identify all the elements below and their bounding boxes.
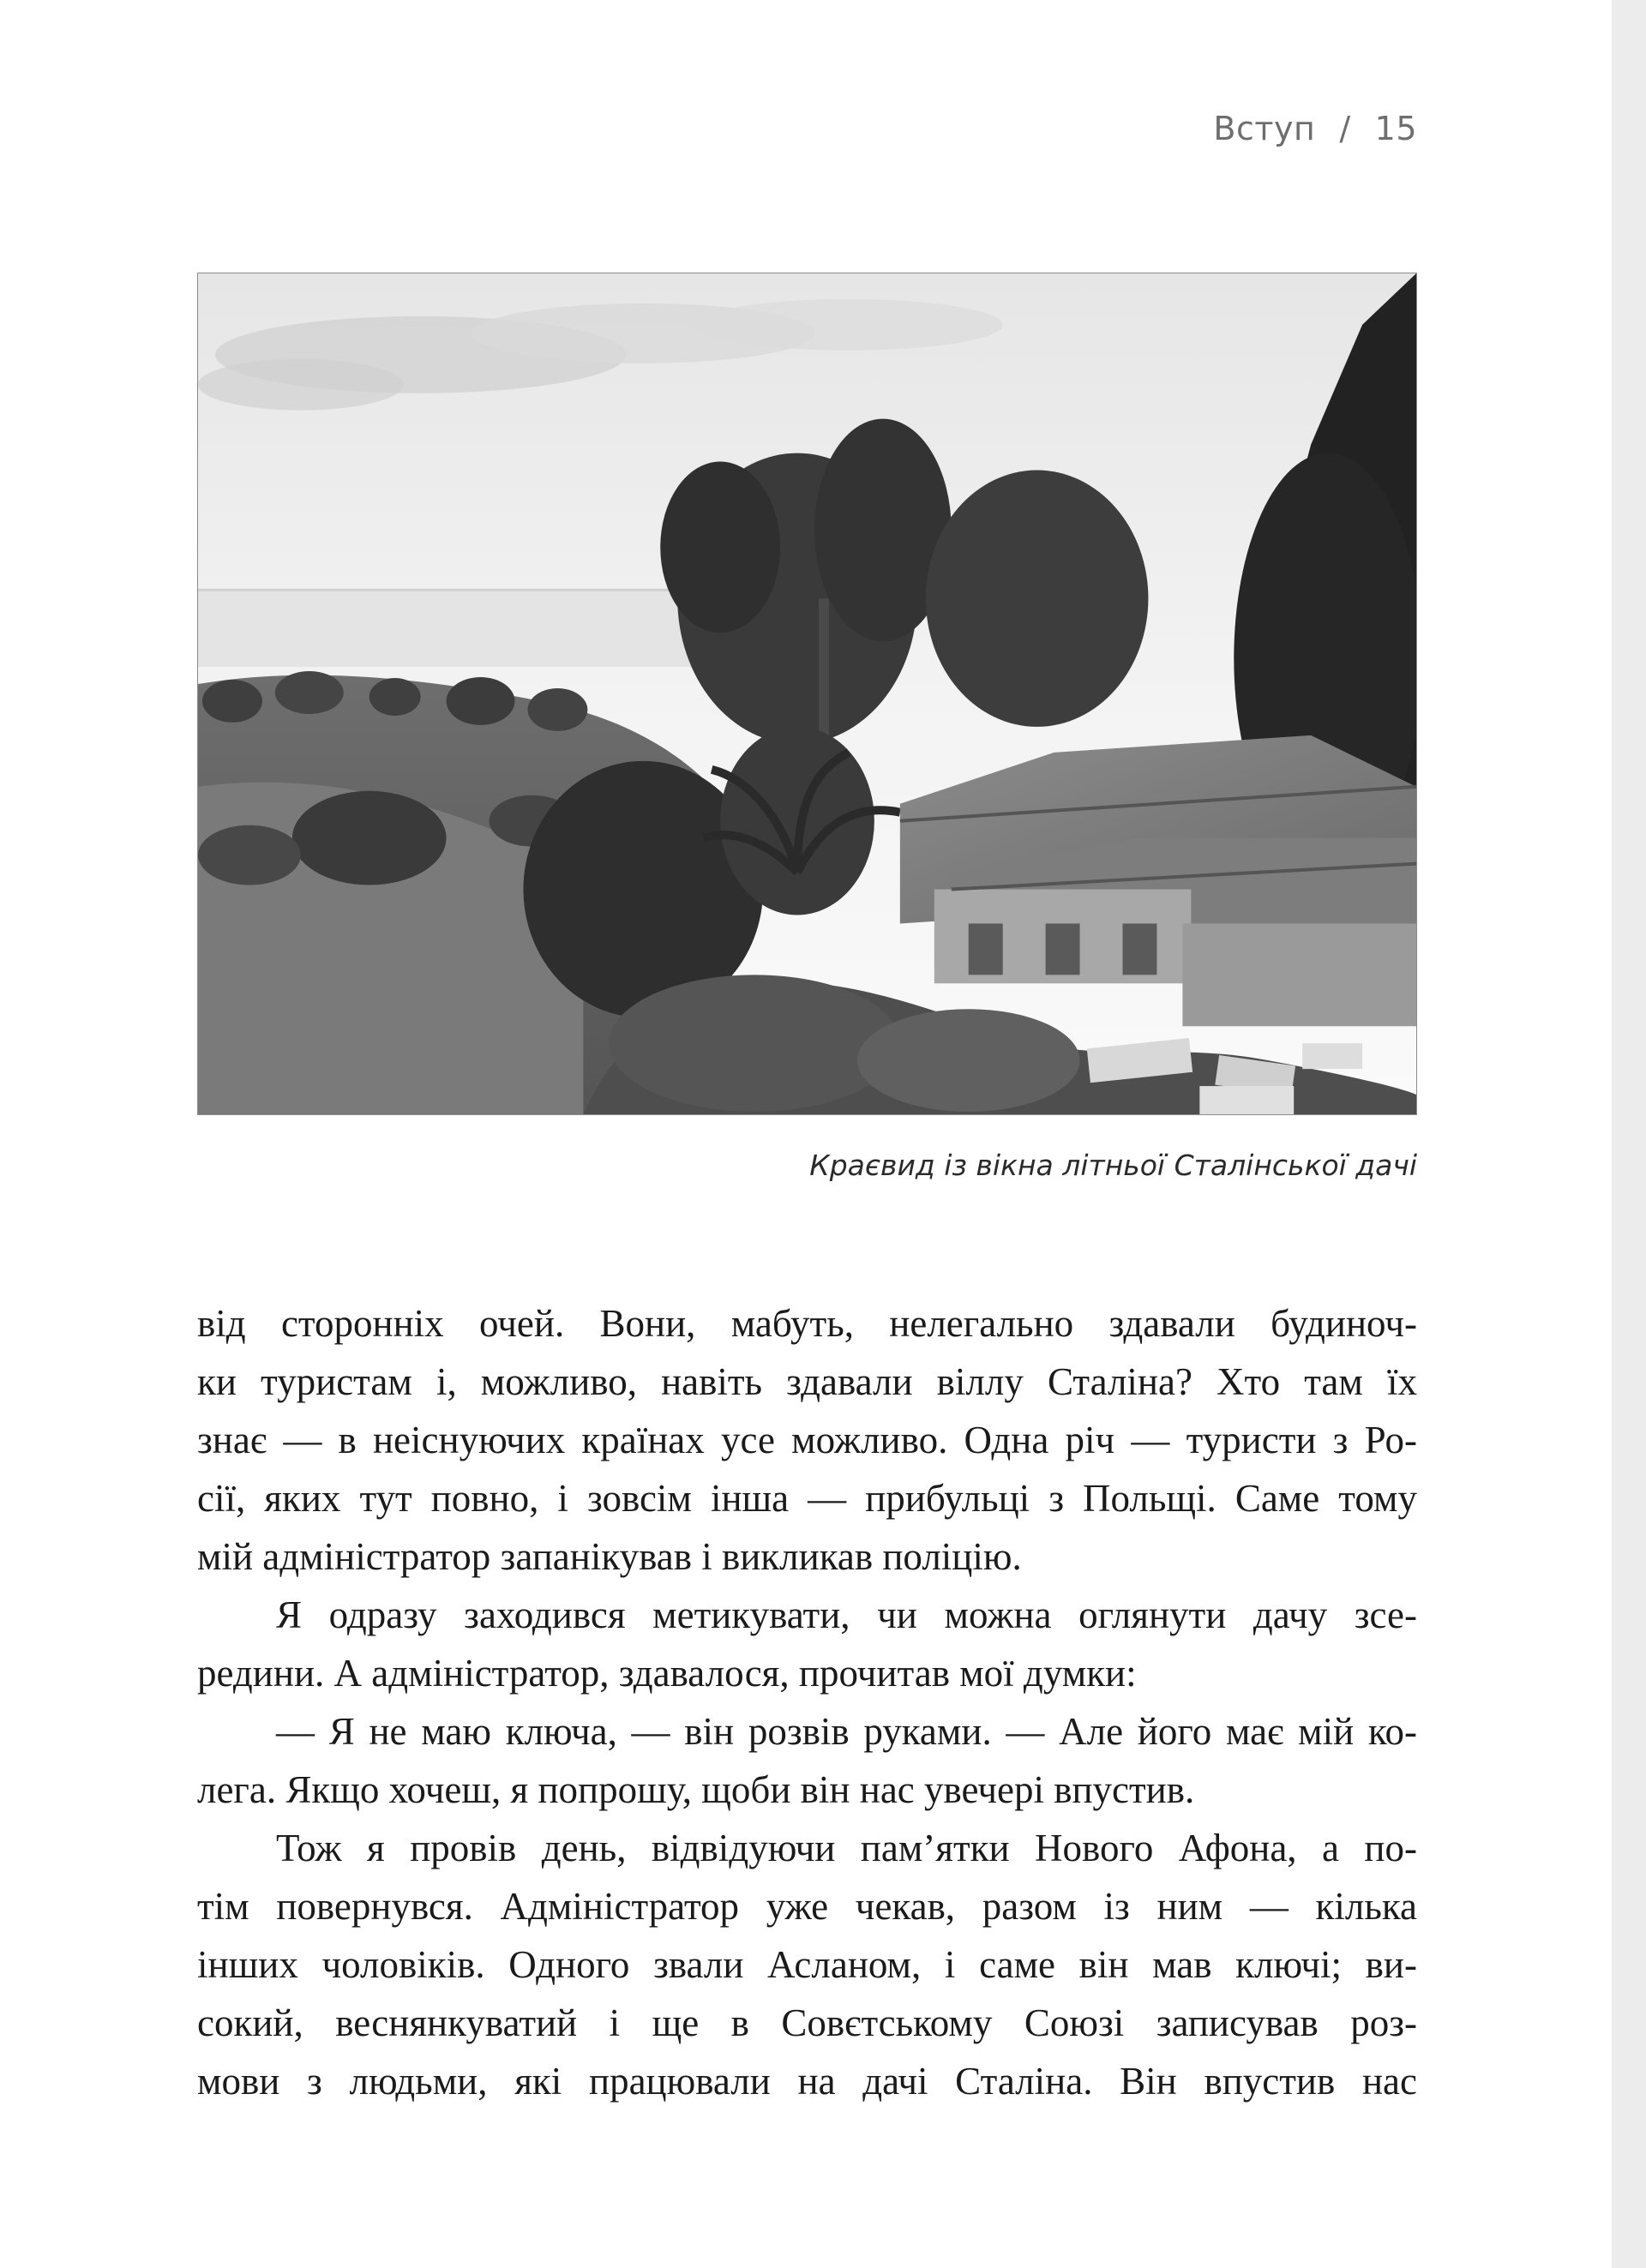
text-line: знає — в неіснуючих країнах усе можливо. Одна річ — туристи з Ро- [197,1419,1417,1461]
body-text [197,1294,1417,2110]
header-separator: / [1339,110,1351,147]
text-line: сії, яких тут повно, і зовсім інша — прибульці з Польщі. Саме тому [197,1477,1417,1520]
text-line: редини. А адміністратор, здавалося, прочитав мої думки: [197,1652,1137,1695]
text-line: тім повернувся. Адміністратор уже чекав, разом із ним — кілька [197,1885,1417,1928]
running-head [1213,110,1417,147]
text-line: Тож я провів день, відвідуючи пам’ятки Нового Афона, а по- [276,1827,1417,1869]
text-line: мій адміністратор запанікував і викликав поліцію. [197,1535,1022,1578]
section-title: Вступ [1213,110,1316,147]
landscape-photo [197,273,1417,1115]
text-line: від сторонніх очей. Вони, мабуть, нелегально здавали будиноч- [197,1302,1417,1345]
text-line: мови з людьми, які працювали на дачі Сталіна. Він впустив нас [197,2060,1417,2103]
page-edge [1612,0,1646,2268]
text-line: ки туристам і, можливо, навіть здавали віллу Сталіна? Хто там їх [197,1360,1417,1403]
text-line: інших чоловіків. Одного звали Асланом, і саме він мав ключі; ви- [197,1943,1417,1986]
text-line: — Я не маю ключа, — він розвів руками. — Але його має мій ко- [276,1710,1417,1753]
text-line: Я одразу заходився метикувати, чи можна оглянути дачу зсе- [276,1593,1417,1636]
figure-caption: Краєвид із вікна літньої Сталінської дачі [809,1149,1417,1182]
page-number: 15 [1374,110,1417,147]
text-line: лега. Якщо хочеш, я попрошу, щоби він нас увечері впустив. [197,1768,1195,1811]
photo-illustration [198,273,1416,1114]
text-line: сокий, веснянкуватий і ще в Совєтському Союзі записував роз- [197,2001,1417,2044]
